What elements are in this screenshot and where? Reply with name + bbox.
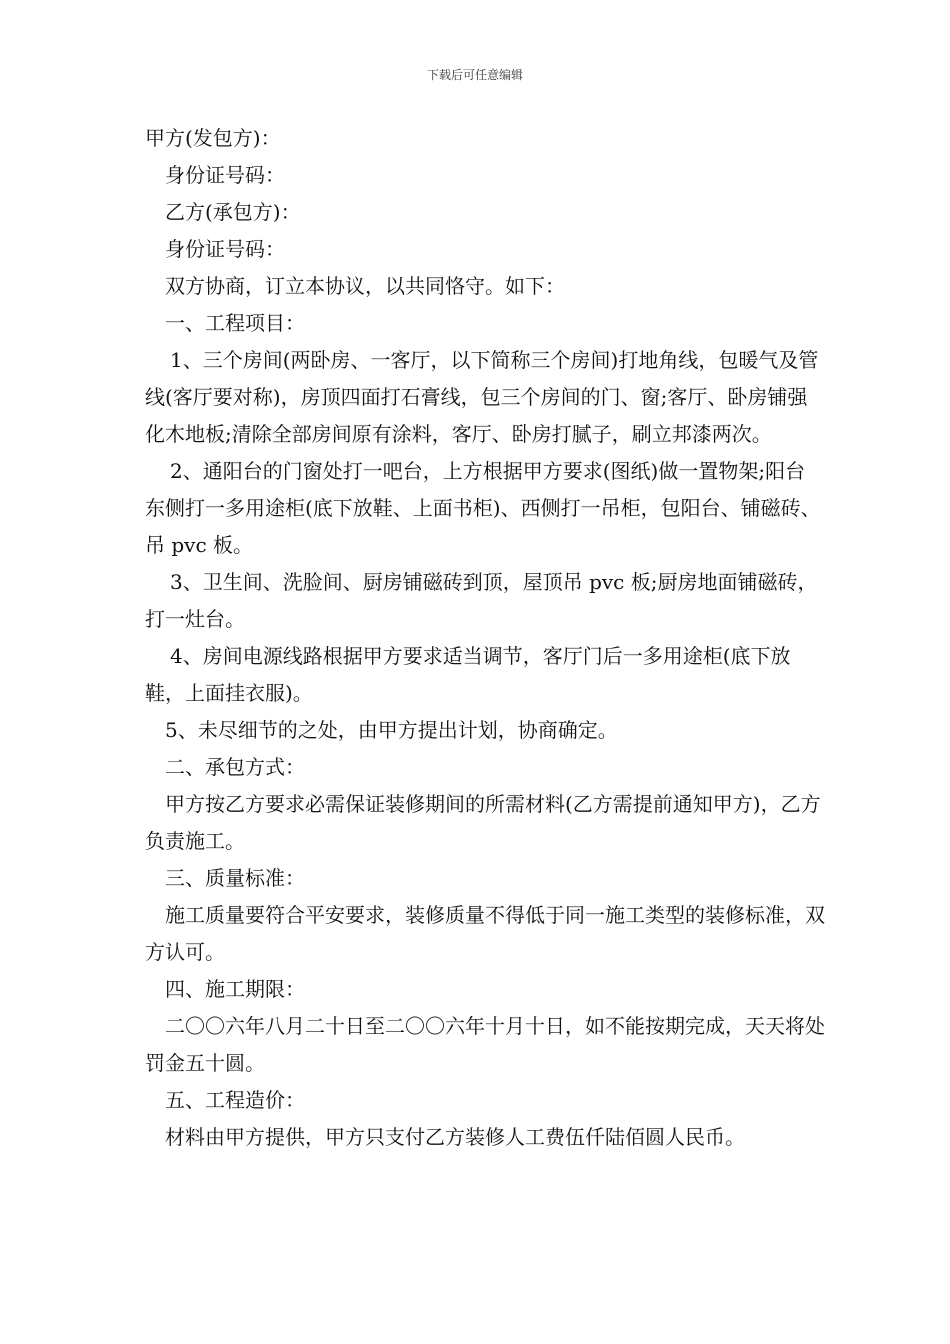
section-heading-3: 三、质量标准：: [165, 866, 305, 890]
agreement-intro: 双方协商，订立本协议，以共同恪守。如下：: [165, 274, 565, 298]
section-3-body: 施工质量要符合平安要求，装修质量不得低于同一施工类型的装修标准，双方认可。: [145, 903, 825, 964]
section-4-body: 二〇〇六年八月二十日至二〇〇六年十月十日，如不能按期完成，天天将处罚金五十圆。: [145, 1014, 825, 1075]
item-5: 5、未尽细节的之处，由甲方提出计划，协商确定。: [165, 718, 618, 742]
id-number-line-b: 身份证号码：: [165, 237, 285, 261]
document-body: [145, 120, 825, 1156]
item-4: 4、房间电源线路根据甲方要求适当调节，客厅门后一多用途柜(底下放鞋，上面挂衣服)。: [145, 644, 791, 705]
item-2: 2、通阳台的门窗处打一吧台，上方根据甲方要求(图纸)做一置物架;阳台东侧打一多用途柜(底下放鞋、上面书柜)、西侧打一吊柜，包阳台、铺磁砖、吊 pvc 板。: [145, 459, 821, 557]
section-2-body: 甲方按乙方要求必需保证装修期间的所需材料(乙方需提前通知甲方)，乙方负责施工。: [145, 792, 821, 853]
item-1: 1、三个房间(两卧房、一客厅，以下简称三个房间)打地角线，包暖气及管线(客厅要对称)，房顶四面打石膏线，包三个房间的门、窗;客厅、卧房铺强化木地板;清除全部房间原有涂料，客厅、卧房打腻子，刷立邦漆两次。: [145, 348, 819, 446]
section-heading-5: 五、工程造价：: [165, 1088, 305, 1112]
party-a-line: 甲方(发包方)：: [145, 126, 281, 150]
id-number-line-a: 身份证号码：: [165, 163, 285, 187]
section-5-body: 材料由甲方提供，甲方只支付乙方装修人工费伍仟陆佰圆人民币。: [165, 1125, 745, 1149]
party-b-line: 乙方(承包方)：: [165, 200, 301, 224]
section-heading-4: 四、施工期限：: [165, 977, 305, 1001]
section-heading-2: 二、承包方式：: [165, 755, 305, 779]
header-note: 下载后可任意编辑: [426, 68, 523, 82]
item-3: 3、卫生间、洗脸间、厨房铺磁砖到顶，屋顶吊 pvc 板;厨房地面铺磁砖，打一灶台。: [145, 570, 818, 631]
section-heading-1: 一、工程项目：: [165, 311, 305, 335]
